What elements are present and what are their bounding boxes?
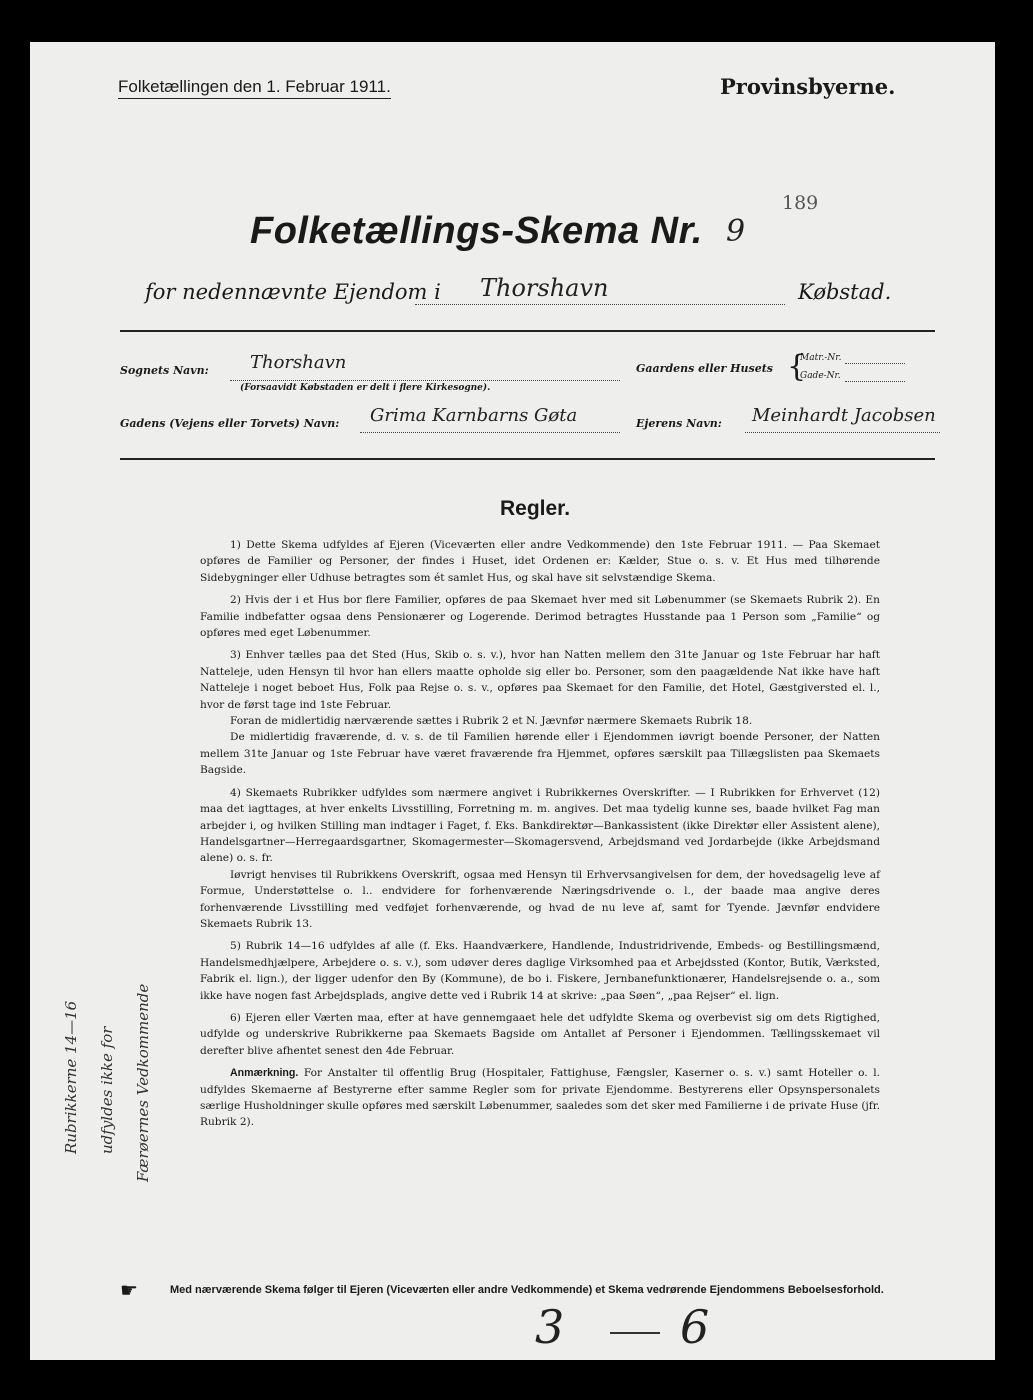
parish-underline — [230, 380, 620, 381]
bottom-dash — [610, 1332, 660, 1334]
header-region: Provinsbyerne. — [720, 74, 896, 99]
rule-3b: Foran de midlertidig nærværende sættes i Rubrik 2 et N. Jævnfør nærmere Skemaets Rubrik 18. — [230, 715, 753, 728]
header-census-date: Folketællingen den 1. Februar 1911. — [118, 77, 391, 99]
matr-label: Matr.-Nr. — [800, 353, 842, 363]
brace: { — [787, 349, 807, 384]
owner-underline — [745, 432, 940, 433]
owner-label: Ejerens Navn: — [636, 417, 722, 430]
property-line-prefix: for nedennævnte Ejendom i — [145, 280, 441, 304]
bottom-note: Med nærværende Skema følger til Ejeren (Viceværten eller andre Vedkommende) et Skema vedrørende Ejendommens Beboelsesforhold. — [170, 1284, 884, 1296]
rule-3c: De midlertidig fraværende, d. v. s. de til Familien hørende eller i Ejendommen iøvrigt boende Personer, der Natten mellem 31te Januar og 1ste Februar have været fraværende fra Hjemmet, opføres særskilt paa Tillægslisten paa Skemaets Bagside. — [200, 731, 880, 777]
side-note-line1: Rubrikkerne 14—16 — [62, 1000, 80, 1154]
street-label: Gadens (Vejens eller Torvets) Navn: — [120, 417, 340, 430]
gade-underline — [845, 381, 905, 382]
anmaerkning-label: Anmærkning. — [230, 1067, 299, 1080]
rule-6: 6) Ejeren eller Værten maa, efter at have gennemgaaet hele det udfyldte Skema og overbevist sig om dets Rigtighed, udfylde og underskrive Rubrikkerne paa Skemaets Bagside om Antallet af Personer i Ejendommen. Tællingsskemaet vil derefter blive afhentet senest den 4de Februar. — [200, 1011, 880, 1057]
parish-note: (Forsaavidt Købstaden er delt i flere Kirkesogne). — [240, 383, 491, 393]
pointing-hand-icon: ☛ — [120, 1278, 138, 1302]
farm-label: Gaardens eller Husets — [636, 362, 773, 375]
page-number: 189 — [782, 192, 819, 214]
rule-3: 3) Enhver tælles paa det Sted (Hus, Skib o. s. v.), hvor han Natten mellem den 31te Januar og 1ste Februar har haft Natteleje, uden Hensyn til hvor han ellers maatte opholde sig eller bo. Personer, som den paagældende Nat ikke have haft Natteleje i noget beboet Hus, Folk paa Rejse o. s. v., opføres paa Skemaet for den Familie, det Hotel, Gæstgiversted el. l., hvor de først tage ind 1ste Februar. — [200, 649, 880, 711]
owner-value: Meinhardt Jacobsen — [752, 405, 936, 426]
rule-4: 4) Skemaets Rubrikker udfyldes som nærmere angivet i Rubrikkernes Overskrifter. — I Rubrikken for Erhvervet (12) maa det iagttages, at hver enkelts Livsstilling, Forretning m. m. angives. Det maa tydelig kunne ses, baade hvilket Fag man arbejder i, og hvilken Stilling man indtager i Faget, f. Eks. Bankdirektør—Bankassistent (ikke Direktør eller Assistent alene), Handelsgartner—Herregaardsgartner, Skomagermester—Skomagersvend, Arbejdsmand ved Jordarbejde (ikke Arbejdsmand alene) o. s. fr. — [200, 786, 880, 865]
town-handwritten: Thorshavn — [480, 274, 609, 302]
rules-body — [200, 537, 880, 1137]
divider-top — [120, 330, 935, 332]
rule-4b: Iøvrigt henvises til Rubrikkens Overskrift, ogsaa med Hensyn til Erhvervsangivelsen for dem, der hovedsagelig leve af Formue, Understøttelse o. l.. endvidere for forhenværende Næringsdrivende o. l., der baade maa angive deres forhenværende Livsstilling med vedføjet forhenværende, og hvad de nu leve af, samt for Tyende. Jævnfør endvidere Skemaets Rubrik 13. — [200, 868, 880, 930]
side-note-line2: udfyldes ikke for — [98, 1026, 116, 1154]
rule-2: 2) Hvis der i et Hus bor flere Familier, opføres de paa Skemaet hver med sit Løbenummer (se Skemaets Rubrik 2). En Familie indbefatter ogsaa dens Pensionærer og Logerende. Derimod betragtes Husstande paa 1 Person som „Familie“ og opføres med eget Løbenummer. — [200, 594, 880, 640]
divider-middle — [120, 458, 935, 460]
form-title-text: Folketællings-Skema Nr. — [250, 210, 703, 252]
anmaerkning-text: For Anstalter til offentlig Brug (Hospitaler, Fattighuse, Fængsler, Kaserner o. s. v.) samt Hoteller o. l. udfyldes Skemaerne af Bestyrerne efter samme Regler som for private Ejendomme. Bestyrerens eller Opsynspersonalets særlige Husholdninger skulle opføres med særskilt Løbenummer, saaledes som det sker med Familierne i de private Huse (jfr. Rubrik 2). — [200, 1067, 880, 1129]
form-number-handwritten: 9 — [726, 214, 746, 249]
rule-1: 1) Dette Skema udfyldes af Ejeren (Viceværten eller andre Vedkommende) den 1ste Februar 1911. — Paa Skemaet opføres de Familier og Personer, der findes i Huset, idet Ordenen er: Kælder, Stue o. s. v. Et Hus med tilhørende Sidebygninger eller Udhuse betragtes som ét samlet Hus, og skal have sit selvstændige Skema. — [200, 539, 880, 584]
parish-label: Sognets Navn: — [120, 364, 209, 377]
rules-title: Regler. — [500, 497, 571, 520]
street-underline — [360, 432, 620, 433]
rule-5: 5) Rubrik 14—16 udfyldes af alle (f. Eks. Haandværkere, Handlende, Industridrivende, Embeds- og Bestillingsmænd, Handelsmedhjælpere, Arbejdere o. s. v.), som udøver deres daglige Virksomhed paa et Arbejdssted (Kontor, Butik, Værksted, Fabrik el. lign.), der ligger udenfor den By (Kommune), de bo i. Fiskere, Jernbanefunktionærer, Handelsrejsende o. a., som ikke have nogen fast Arbejdsplads, angive dette ved i Rubrik 14 at skrive: „paa Søen“, „paa Rejser“ el. lign. — [200, 940, 880, 1002]
matr-underline — [845, 363, 905, 364]
property-line-suffix: Købstad. — [798, 280, 892, 304]
gade-label: Gade-Nr. — [800, 371, 841, 381]
side-note-line3: Færøernes Vedkommende — [134, 983, 152, 1182]
bottom-number-left: 3 — [535, 1300, 565, 1354]
form-title — [250, 210, 703, 253]
parish-value: Thorshavn — [250, 352, 347, 373]
town-underline — [415, 304, 785, 305]
bottom-number-right: 6 — [680, 1300, 710, 1354]
anmaerkning — [200, 1065, 880, 1131]
census-form-page — [30, 42, 995, 1360]
street-value: Grima Karnbarns Gøta — [370, 405, 578, 426]
